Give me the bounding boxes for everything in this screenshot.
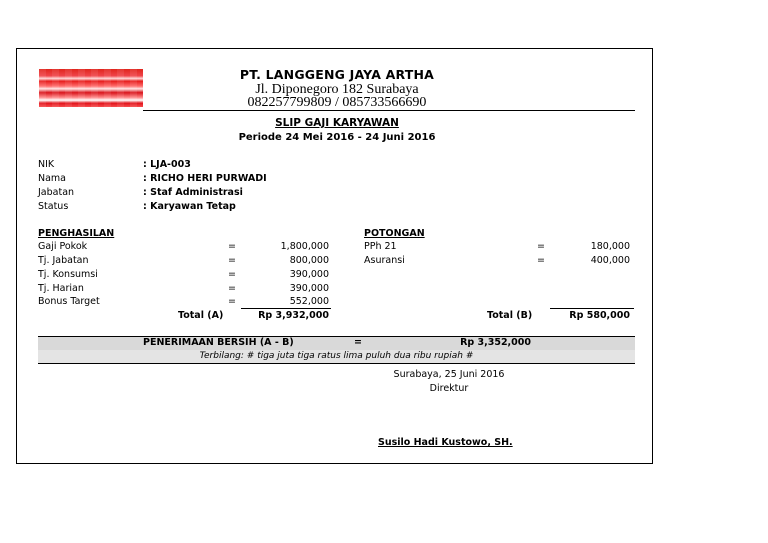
company-phone: 082257799809 / 085733566690 <box>247 95 427 110</box>
signature-place-date: Surabaya, 25 Juni 2016 <box>393 369 505 380</box>
earning-label: Gaji Pokok <box>38 241 88 252</box>
earnings-heading: PENGHASILAN <box>38 228 115 239</box>
earning-eq: = <box>228 255 236 266</box>
earning-amount: 800,000 <box>289 255 329 266</box>
earning-eq: = <box>228 283 236 294</box>
net-pay-value: Rp 3,352,000 <box>460 337 531 348</box>
slip-title: SLIP GAJI KARYAWAN <box>275 117 399 129</box>
earning-amount: 390,000 <box>289 269 329 280</box>
deduction-amount: 180,000 <box>590 241 630 252</box>
earning-amount: 552,000 <box>289 296 329 307</box>
deduction-amount: 400,000 <box>590 255 630 266</box>
status-label: Status <box>38 201 69 212</box>
nik-value: : LJA-003 <box>143 159 191 170</box>
earning-label: Tj. Konsumsi <box>38 269 98 280</box>
earning-amount: 1,800,000 <box>280 241 329 252</box>
company-address: Jl. Diponegoro 182 Surabaya <box>255 82 419 97</box>
earning-eq: = <box>228 241 236 252</box>
earnings-sum-line <box>241 308 331 309</box>
deduction-eq: = <box>537 255 545 266</box>
net-pay-band <box>38 336 635 351</box>
earning-label: Tj. Jabatan <box>38 255 89 266</box>
deduction-label: PPh 21 <box>364 241 397 252</box>
earning-label: Bonus Target <box>38 296 100 307</box>
name-value: : RICHO HERI PURWADI <box>143 173 267 184</box>
net-pay-eq: = <box>354 337 362 348</box>
name-label: Nama <box>38 173 67 184</box>
position-label: Jabatan <box>38 187 75 198</box>
earning-eq: = <box>228 269 236 280</box>
slip-period: Periode 24 Mei 2016 - 24 Juni 2016 <box>238 132 436 143</box>
deductions-heading: POTONGAN <box>364 228 425 239</box>
deduction-label: Asuransi <box>364 255 405 266</box>
earnings-total-value: Rp 3,932,000 <box>258 310 329 321</box>
company-logo <box>39 69 143 107</box>
nik-label: NIK <box>38 159 55 170</box>
deduction-eq: = <box>537 241 545 252</box>
earning-label: Tj. Harian <box>38 283 84 294</box>
deductions-sum-line <box>550 308 634 309</box>
amount-in-words: Terbilang: # tiga juta tiga ratus lima puluh dua ribu rupiah # <box>199 351 474 361</box>
salary-slip <box>16 48 653 464</box>
status-value: : Karyawan Tetap <box>143 201 236 212</box>
company-name: PT. LANGGENG JAYA ARTHA <box>239 67 435 82</box>
signature-role: Direktur <box>429 383 469 394</box>
net-pay-label: PENERIMAAN BERSIH (A - B) <box>143 337 294 348</box>
earnings-total-label: Total (A) <box>178 310 224 321</box>
header-divider <box>143 110 635 111</box>
signature-name: Susilo Hadi Kustowo, SH. <box>378 437 513 448</box>
deductions-total-value: Rp 580,000 <box>569 310 630 321</box>
deductions-total-label: Total (B) <box>487 310 533 321</box>
position-value: : Staf Administrasi <box>143 187 243 198</box>
earning-eq: = <box>228 296 236 307</box>
earning-amount: 390,000 <box>289 283 329 294</box>
